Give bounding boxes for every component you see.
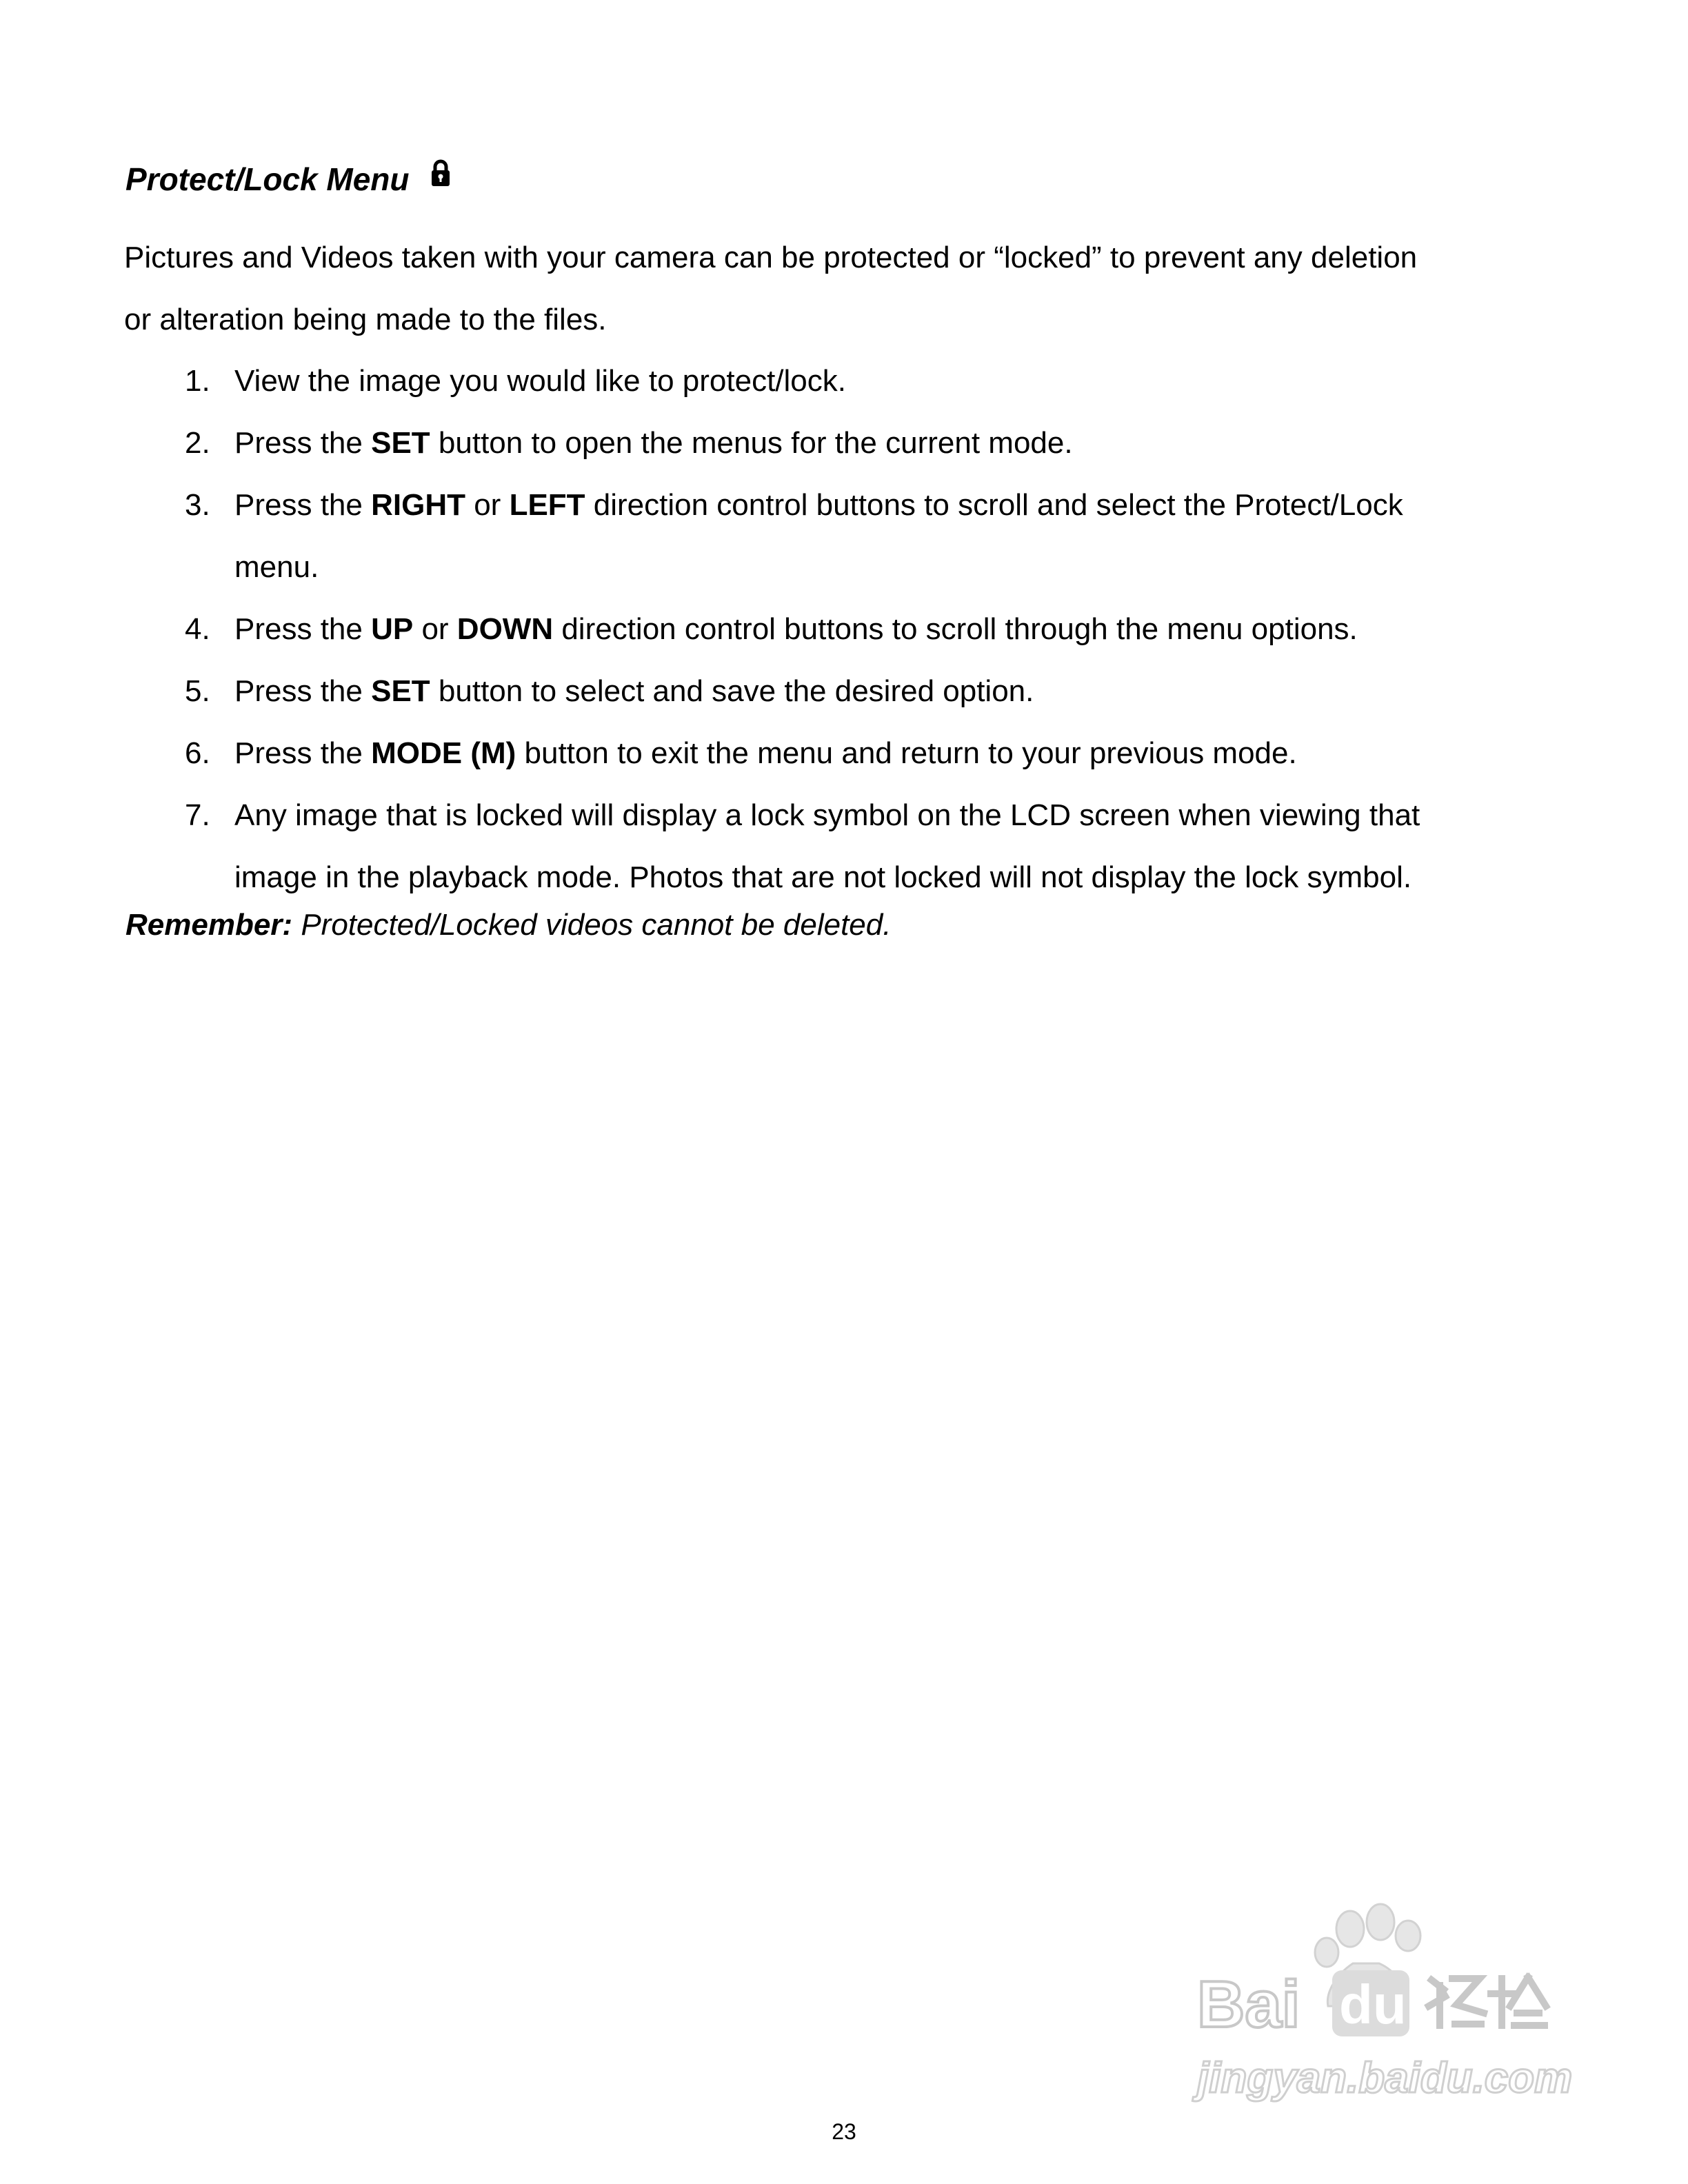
remember-label: Remember: bbox=[125, 908, 293, 942]
step-item: 7. Any image that is locked will display a lock symbol on the LCD screen when viewing that image in the playback mode. Photos that are not locked will not display the lock symbol. bbox=[124, 785, 1572, 909]
section-heading bbox=[125, 159, 451, 200]
baidu-watermark-logo bbox=[1172, 1903, 1579, 2110]
step-continuation: image in the playback mode. Photos that are not locked will not display the lock symbol. bbox=[234, 860, 1412, 894]
button-name: LEFT bbox=[509, 488, 585, 522]
button-name: DOWN bbox=[456, 612, 554, 646]
step-item: 3. Press the RIGHT or LEFT direction control buttons to scroll and select the Protect/Lock menu. bbox=[124, 474, 1572, 598]
intro-line: Pictures and Videos taken with your camera can be protected or “locked” to prevent any deletion bbox=[124, 241, 1418, 274]
watermark-url: jingyan.baidu.com bbox=[1197, 2054, 1573, 2102]
step-item: 2. Press the SET button to open the menus for the current mode. bbox=[124, 412, 1572, 474]
remember-note bbox=[125, 894, 891, 956]
step-number: 4. bbox=[185, 612, 210, 646]
step-item: 4. Press the UP or DOWN direction control buttons to scroll through the menu options. bbox=[124, 598, 1572, 660]
step-item: 6. Press the MODE (M) button to exit the menu and return to your previous mode. bbox=[124, 722, 1572, 785]
svg-text:Bai: Bai bbox=[1197, 1968, 1300, 2041]
intro-line: or alteration being made to the files. bbox=[124, 303, 607, 336]
svg-text:du: du bbox=[1339, 1974, 1407, 2035]
step-number: 5. bbox=[185, 674, 210, 708]
step-number: 1. bbox=[185, 364, 210, 398]
step-continuation: menu. bbox=[234, 550, 319, 584]
step-number: 3. bbox=[185, 488, 210, 522]
step-number: 2. bbox=[185, 426, 210, 460]
button-name: SET bbox=[371, 426, 430, 460]
heading-title: Protect/Lock Menu bbox=[125, 161, 410, 197]
lock-icon bbox=[430, 156, 451, 197]
step-number: 7. bbox=[185, 798, 210, 832]
button-name: RIGHT bbox=[371, 488, 465, 522]
button-name: UP bbox=[371, 612, 414, 646]
step-item: 1. View the image you would like to protect/lock. bbox=[124, 350, 1572, 412]
steps-list bbox=[124, 350, 1572, 909]
step-item: 5. Press the SET button to select and save the desired option. bbox=[124, 660, 1572, 722]
button-name: SET bbox=[371, 674, 430, 708]
remember-text: Protected/Locked videos cannot be deleted. bbox=[292, 908, 892, 942]
step-number: 6. bbox=[185, 736, 210, 770]
page-number: 23 bbox=[832, 2119, 856, 2144]
intro-paragraph bbox=[124, 227, 1558, 351]
button-name: MODE (M) bbox=[371, 736, 516, 770]
